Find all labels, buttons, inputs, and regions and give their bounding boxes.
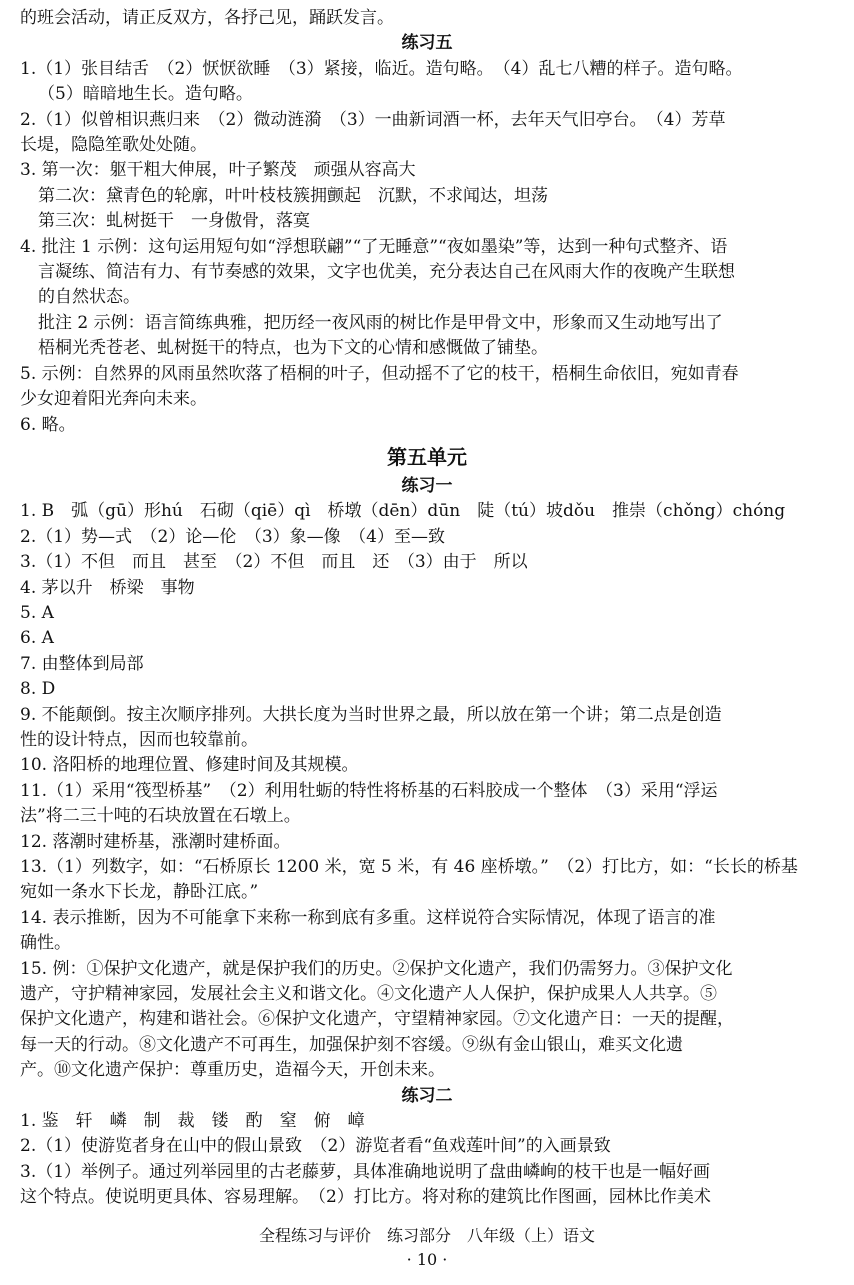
- answer-line: 保护文化遗产，构建和谐社会。⑥保护文化遗产，守望精神家园。⑦文化遗产日：一天的提醒，: [20, 1009, 734, 1030]
- answer-line: 言凝练、简洁有力、有节奏感的效果，文字也优美，充分表达自己在风雨大作的夜晚产生联想: [38, 262, 735, 283]
- answer-line: 的班会活动，请正反双方，各抒己见，踊跃发言。: [20, 8, 394, 28]
- answer-line: 6. A: [20, 628, 54, 649]
- answer-line: 第二次：黛青色的轮廓，叶叶枝枝簇拥颤起 沉默，不求闻达，坦荡: [38, 185, 548, 206]
- answer-line: 批注 2 示例：语言简练典雅，把历经一夜风雨的树比作是甲骨文中，形象而又生动地写出了: [38, 312, 723, 333]
- answer-line: 产。⑩文化遗产保护：尊重历史，造福今天，开创未来。: [20, 1060, 445, 1081]
- answer-line: 9. 不能颠倒。按主次顺序排列。大拱长度为当时世界之最，所以放在第一个讲；第二点是创造: [20, 704, 722, 725]
- answer-line: 12. 落潮时建桥基，涨潮时建桥面。: [20, 831, 291, 852]
- answer-line: 5. 示例：自然界的风雨虽然吹落了梧桐的叶子，但动摇不了它的枝干，梧桐生命依旧，宛如青春: [20, 363, 739, 384]
- page-footer: 全程练习与评价 练习部分 八年级（上）语文: [258, 1226, 595, 1245]
- answer-line: 2.（1）势—式 （2）论—伦 （3）象—像 （4）至—致: [20, 526, 445, 547]
- answer-line: 3.（1）不但 而且 甚至 （2）不但 而且 还 （3）由于 所以: [20, 552, 528, 573]
- answer-line: （5）暗暗地生长。造句略。: [38, 84, 253, 105]
- answer-line: 6. 略。: [20, 414, 76, 435]
- answer-text: [20, 6, 834, 1211]
- page-number: · 10 ·: [406, 1250, 448, 1269]
- section-heading: 练习一: [401, 475, 453, 496]
- answer-line: 15. 例：①保护文化遗产，就是保护我们的历史。②保护文化遗产，我们仍需努力。③保护文化: [20, 958, 733, 979]
- answer-line: 1.（1）张目结舌 （2）恹恹欲睡 （3）紧接，临近。造句略。 （4）乱七八糟的样子。造句略。: [20, 58, 743, 79]
- answer-line: 确性。: [20, 933, 71, 954]
- answer-line: 第三次：虬树挺干 一身傲骨，落寞: [38, 211, 310, 232]
- answer-line: 长堤，隐隐笙歌处处随。: [20, 135, 207, 156]
- section-heading: 练习五: [401, 33, 453, 54]
- answer-line: 10. 洛阳桥的地理位置、修建时间及其规模。: [20, 755, 359, 776]
- answer-line: 这个特点。使说明更具体、容易理解。 （2）打比方。将对称的建筑比作图画，园林比作美术: [20, 1187, 711, 1208]
- answer-line: 2.（1）似曾相识燕归来 （2）微动涟漪 （3）一曲新词酒一杯，去年天气旧亭台。 （4）芳草: [20, 109, 726, 130]
- answer-line: 4. 茅以升 桥梁 事物: [20, 577, 195, 598]
- answer-line: 3. 第一次：躯干粗大伸展，叶子繁茂 顽强从容高大: [20, 160, 416, 181]
- answer-line: 2.（1）使游览者身在山中的假山景致 （2）游览者看“鱼戏莲叶间”的入画景致: [20, 1136, 611, 1157]
- answer-line: 5. A: [20, 602, 54, 623]
- answer-line: 的自然状态。: [38, 287, 140, 308]
- answer-line: 13.（1）列数字，如：“石桥原长 1200 米，宽 5 米，有 46 座桥墩。” （2）打比方，如：“长长的桥基: [20, 857, 798, 877]
- answer-line: 1. B 弧（gū）形hú 石砌（qiē）qì 桥墩（dēn）dūn 陡（tú）坡dǒu 推崇（chǒng）chóng: [20, 501, 786, 522]
- answer-line: 每一天的行动。⑧文化遗产不可再生，加强保护刻不容缓。⑨纵有金山银山，难买文化遗: [20, 1034, 683, 1055]
- answer-line: 8. D: [20, 679, 56, 700]
- answer-line: 14. 表示推断，因为不可能拿下来称一称到底有多重。这样说符合实际情况，体现了语言的准: [20, 907, 716, 928]
- answer-line: 少女迎着阳光奔向未来。: [20, 389, 207, 410]
- answer-line: 宛如一条水下长龙，静卧江底。”: [20, 882, 259, 903]
- section-heading: 第五单元: [387, 444, 467, 469]
- answer-line: 性的设计特点，因而也较靠前。: [20, 729, 258, 750]
- answer-line: 遗产，守护精神家园，发展社会主义和谐文化。④文化遗产人人保护，保护成果人人共享。⑤: [20, 984, 717, 1005]
- answer-line: 11.（1）采用“筏型桥基” （2）利用牡蛎的特性将桥基的石料胶成一个整体 （3）采用“浮运: [20, 780, 718, 801]
- answer-line: 7. 由整体到局部: [20, 653, 144, 674]
- answer-line: 法”将二三十吨的石块放置在石墩上。: [20, 806, 301, 827]
- section-heading: 练习二: [401, 1085, 453, 1106]
- answer-line: 1. 鉴 轩 嶙 制 裁 镂 酌 窒 俯 嶂: [20, 1111, 365, 1132]
- answer-line: 3.（1）举例子。通过列举园里的古老藤萝，具体准确地说明了盘曲嶙峋的枝干也是一幅好画: [20, 1161, 711, 1182]
- answer-line: 4. 批注 1 示例：这句运用短句如“浮想联翩”“了无睡意”“夜如墨染”等，达到一种句式整齐、语: [20, 236, 728, 257]
- answer-line: 梧桐光秃苍老、虬树挺干的特点，也为下文的心情和感慨做了铺垫。: [38, 338, 548, 359]
